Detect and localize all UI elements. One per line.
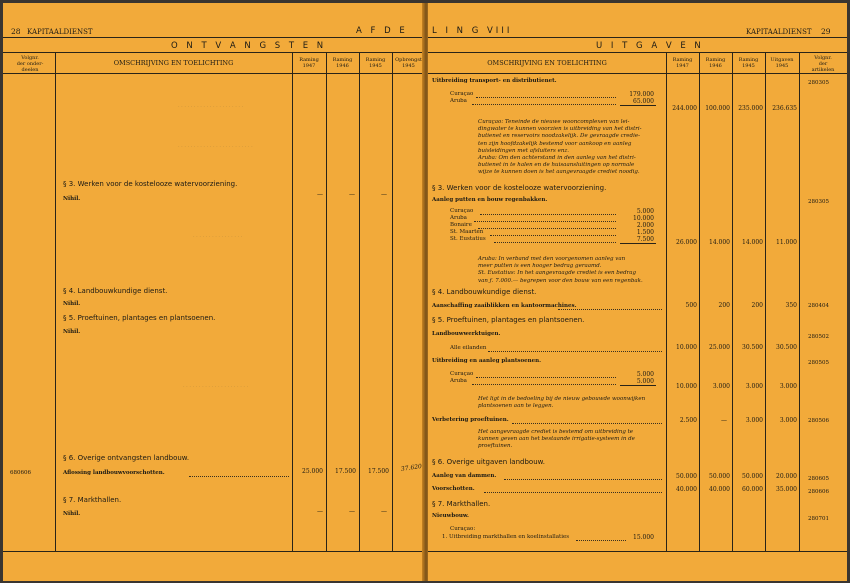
right-item5-value: 3.000 (779, 383, 797, 390)
right-item1-sub-value: 65.000 (633, 98, 654, 105)
right-item8: Voorschotten. (432, 486, 475, 492)
right-item3-value: 200 (751, 302, 763, 309)
right-item2-sub-value: 2.000 (636, 222, 654, 229)
right-item6-value: 2.500 (679, 417, 697, 424)
left-sec6-value: 37.620 (400, 463, 423, 473)
right-col-volgnr: Volgnr. der artikelen (811, 55, 835, 73)
right-col-divider (732, 52, 733, 552)
right-bottom-rule (428, 551, 847, 552)
right-item4: Landbouwwerktuigen. (432, 331, 501, 337)
right-header-rule-2 (428, 73, 847, 74)
right-item1-code: 280305 (808, 80, 829, 86)
left-col-divider (292, 52, 293, 552)
right-item2-code: 280305 (808, 199, 829, 205)
right-item1-sub-name: Curaçao (450, 91, 474, 97)
right-item1-sub-value: 179.000 (629, 91, 654, 98)
right-page-number: 29 (821, 27, 831, 36)
leader-dots (478, 228, 616, 229)
left-col-divider (55, 52, 56, 552)
right-sec5-heading: § 5. Proeftuinen, plantages en plantsoenen. (432, 316, 585, 324)
left-sec6-code: 680606 (10, 470, 31, 476)
right-item5: Uitbreiding en aanleg plantsoenen. (432, 358, 542, 364)
right-item2-sub-name: St. Maarten (450, 229, 484, 235)
right-item2-value: 11.000 (776, 239, 797, 246)
right-col-divider (666, 52, 667, 552)
leader-dots (189, 476, 289, 477)
left-sec4-heading: § 4. Landbouwkundige dienst. (63, 287, 168, 295)
leader-dots (476, 377, 616, 378)
spread-head-left: A F D E (356, 26, 408, 36)
leader-dots (484, 492, 662, 493)
right-item1-value: 235.000 (738, 105, 763, 112)
right-item2-sub-value: 1.500 (636, 229, 654, 236)
leader-dots (576, 540, 626, 541)
right-item1: Uitbreiding transport- en distributienet. (432, 78, 557, 84)
left-sec6-value: 17.500 (335, 468, 356, 475)
spread-head-right: L I N G VIII (432, 26, 513, 36)
leader-dots (474, 221, 616, 222)
right-item1-value: 100.000 (705, 105, 730, 112)
right-running-head: KAPITAALDIENST (746, 28, 812, 36)
right-col-divider (799, 52, 800, 552)
left-page: 28 KAPITAALDIENST A F D E O N T V A N G S T E N Volgnr. der onder- deelen OMSCHRIJVING EN TOELICHTING Raming 1947 Raming 1946 Raming 1945 Opbrengst 1945 . . . . . . . . . . . . . . . . . . . . . . . . . . . . . . . . . . . . . . . . . . . . . . . . . . . . . . . . . . . . . . . . . . . . . . . . . . . . . . . . . . § 3. Werken voor de kostelooze watervoorziening. Nihil. — — — § 4. Landbouwkundige dienst. Nihil. § 5. Proeftuinen, plantages en plantsoenen. Nihil. § 6. Overige ontvangsten landbouw. 680606 Aflossing landbouwvoorschotten. 25.000 17.500 17.500 37.620 § 7. Markthallen. Nihil. — — — (3, 3, 425, 581)
left-sec6-heading: § 6. Overige ontvangsten landbouw. (63, 454, 190, 462)
left-dash: — (349, 508, 355, 515)
left-running-head: KAPITAALDIENST (27, 28, 93, 36)
right-header-rule-1 (428, 52, 847, 53)
right-item8-value: 60.000 (742, 486, 763, 493)
leader-dots (476, 97, 616, 98)
right-item7-value: 50.000 (709, 473, 730, 480)
leader-dots (558, 309, 662, 310)
right-col-uitgaven-1945: Uitgaven 1945 (770, 57, 794, 69)
right-item5-sub-name: Curaçao (450, 371, 474, 377)
right-top-rule (428, 37, 847, 38)
right-item1-value: 244.000 (672, 105, 697, 112)
right-col-raming-1947: Raming 1947 (672, 57, 693, 69)
subtotal-rule (620, 243, 656, 244)
right-item1-value: 236.635 (772, 105, 797, 112)
right-item2-sub-value: 7.500 (636, 236, 654, 243)
right-item4-value: 25.000 (709, 344, 730, 351)
right-item8-code: 280606 (808, 489, 829, 495)
right-item9: Nieuwbouw. (432, 513, 469, 519)
right-item3-code: 280404 (808, 303, 829, 309)
right-item6: Verbetering proeftuinen. (432, 417, 509, 423)
right-item5-sub-name: Aruba (450, 378, 467, 384)
right-col-divider (765, 52, 766, 552)
left-sec6-value: 17.500 (368, 468, 389, 475)
left-sec7-heading: § 7. Markthallen. (63, 496, 122, 504)
left-top-rule (3, 37, 425, 38)
left-col-raming-1946: Raming 1946 (332, 57, 353, 69)
right-section-title: U I T G A V E N (596, 41, 704, 51)
left-col-divider (326, 52, 327, 552)
subtotal-rule (620, 105, 656, 106)
right-item6-value: — (721, 417, 727, 424)
right-col-divider (699, 52, 700, 552)
left-header-rule-1 (3, 52, 425, 53)
left-header-rule-2 (3, 73, 425, 74)
left-dash: — (317, 191, 323, 198)
leader-dots (472, 104, 616, 105)
left-col-opbrengst-1945: Opbrengst 1945 (395, 57, 422, 69)
right-item6-code: 280506 (808, 418, 829, 424)
right-item3: Aanschaffing zaaiblikken en kantoormachines. (432, 303, 577, 309)
left-dash: — (381, 508, 387, 515)
left-bottom-rule (3, 551, 425, 552)
right-sec6-heading: § 6. Overige uitgaven landbouw. (432, 458, 545, 466)
leader-dots (488, 351, 662, 352)
right-item4-value: 30.500 (776, 344, 797, 351)
left-col-raming-1947: Raming 1947 (299, 57, 319, 69)
right-item2: Aanleg putten en bouw regenbakken. (432, 197, 548, 203)
right-item8-value: 35.000 (776, 486, 797, 493)
leader-dots (490, 235, 616, 236)
right-sec4-heading: § 4. Landbouwkundige dienst. (432, 288, 537, 296)
right-item9-sub-title: Curaçao: (450, 526, 476, 532)
right-item2-sub-name: St. Eustatius (450, 236, 486, 242)
right-page (428, 3, 847, 581)
right-item6-value: 3.000 (745, 417, 763, 424)
right-item8-value: 40.000 (709, 486, 730, 493)
right-item7-code: 280605 (808, 476, 829, 482)
left-dash: — (381, 191, 387, 198)
left-col-raming-1945: Raming 1945 (365, 57, 386, 69)
right-item2-note: Aruba: In verband met den voorgenomen aanleg van meer putten is een hooger bedrag geraamd. St. Eustatius: In het aangevraagde crediet is een bedrag van ƒ. 7.000.— begrepen voor den bouw van een regenbak. (478, 256, 643, 284)
left-col-divider (392, 52, 393, 552)
left-sec6-item: Aflossing landbouwvoorschotten. (63, 470, 165, 476)
right-item4-value: 30.500 (742, 344, 763, 351)
left-section-title: O N T V A N G S T E N (171, 41, 327, 51)
left-sec6-value: 25.000 (302, 468, 323, 475)
right-item3-value: 200 (718, 302, 730, 309)
right-item3-value: 500 (685, 302, 697, 309)
left-col-omschrijving: OMSCHRIJVING EN TOELICHTING (113, 59, 234, 67)
right-item4-value: 10.000 (676, 344, 697, 351)
right-item5-code: 280505 (808, 360, 829, 366)
right-item8-value: 40.000 (676, 486, 697, 493)
right-item6-note: Het aangevraagde crediet is bestemd om uitbreiding te kunnen geven aan het bestaande irrigatie-systeem in de proeftuinen. (478, 429, 635, 450)
left-sec4-nihil: Nihil. (63, 301, 81, 307)
right-item5-value: 3.000 (745, 383, 763, 390)
right-item5-sub-value: 5.000 (636, 371, 654, 378)
leader-dots (494, 242, 616, 243)
right-sec7-heading: § 7. Markthallen. (432, 500, 491, 508)
left-sec7-nihil: Nihil. (63, 511, 81, 517)
right-item7-value: 20.000 (776, 473, 797, 480)
right-item2-value: 14.000 (742, 239, 763, 246)
right-item5-value: 10.000 (676, 383, 697, 390)
right-sec3-heading: § 3. Werken voor de kostelooze watervoorziening. (432, 184, 607, 192)
left-col-volgnr: Volgnr. der onder- deelen (16, 55, 44, 73)
right-item6-value: 3.000 (779, 417, 797, 424)
left-sec3-nihil: Nihil. (63, 196, 81, 202)
right-item7-value: 50.000 (676, 473, 697, 480)
right-item2-sub-name: Bonaire (450, 222, 472, 228)
leader-dots (472, 384, 616, 385)
right-item2-sub-value: 10.000 (633, 215, 654, 222)
right-col-raming-1946: Raming 1946 (705, 57, 726, 69)
right-item7: Aanleg van dammen. (432, 473, 497, 479)
left-sec5-nihil: Nihil. (63, 329, 81, 335)
left-dash: — (349, 191, 355, 198)
right-col-raming-1945: Raming 1945 (738, 57, 759, 69)
right-col-omschrijving: OMSCHRIJVING EN TOELICHTING (487, 59, 607, 67)
right-item9-sub: 1. Uitbreiding markthallen en koelinstallaties (442, 534, 570, 540)
right-item4-sub: Alle eilanden (450, 345, 487, 351)
right-item5-value: 3.000 (712, 383, 730, 390)
right-item4-code: 280502 (808, 334, 829, 340)
right-item2-sub-name: Curaçao (450, 208, 474, 214)
left-col-divider (359, 52, 360, 552)
right-item5-note: Het ligt in de bedoeling bij de nieuw gebouwde woonwijken plantsoenen aan te leggen. (478, 396, 646, 410)
right-item3-value: 350 (785, 302, 797, 309)
left-dash: — (317, 508, 323, 515)
leader-dots (512, 423, 662, 424)
right-item2-value: 26.000 (676, 239, 697, 246)
right-item2-value: 14.000 (709, 239, 730, 246)
left-page-number: 28 (11, 27, 21, 36)
subtotal-rule (620, 385, 656, 386)
left-sec3-heading: § 3. Werken voor de kostelooze watervoorziening. (63, 180, 238, 188)
right-item5-sub-value: 5.000 (636, 378, 654, 385)
right-item2-sub-name: Aruba (450, 215, 467, 221)
leader-dots (480, 214, 616, 215)
right-item9-code: 280701 (808, 516, 829, 522)
left-sec5-heading: § 5. Proeftuinen, plantages en plantsoenen. (63, 314, 216, 322)
right-item9-sub-value: 15.000 (633, 534, 654, 541)
right-item2-sub-value: 5.000 (636, 208, 654, 215)
right-item1-sub-name: Aruba (450, 98, 467, 104)
leader-dots (504, 479, 662, 480)
right-item7-value: 50.000 (742, 473, 763, 480)
right-item1-note: Curaçao: Teneinde de nieuwe wooncomplexen van lei- dingwater te kunnen voorzien is uitbreiding van het distri- butienet en reservoirs noodzakelijk. De gevraagde credie- ten zijn hoofdzakelijk bestemd voor aankoop en aanleg buisleidingen met afsluiters enz. Aruba: Om den achterstand in den aanleg van het distri- butienet in te halen en de huisaansluitingen op normale wijze te kunnen doen is het aangevraagde crediet noodig. (478, 119, 642, 176)
